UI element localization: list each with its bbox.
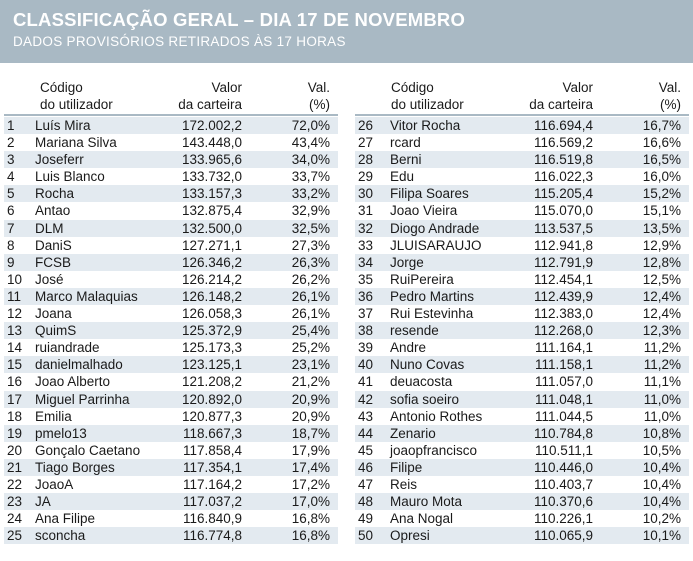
variation-cell: 10,5% <box>642 442 681 458</box>
portfolio-value-cell: 132.500,0 <box>181 220 242 236</box>
portfolio-value-cell: 172.002,2 <box>181 118 242 133</box>
table-row <box>355 237 689 254</box>
variation-cell: 17,9% <box>291 442 330 458</box>
column-header-user-code: Código do utilizador <box>391 80 464 112</box>
portfolio-value-cell: 116.569,2 <box>533 135 593 151</box>
user-code-cell: DLM <box>35 220 64 236</box>
rank-cell: 33 <box>358 237 374 253</box>
portfolio-value-cell: 116.022,3 <box>533 169 593 185</box>
portfolio-value-cell: 111.164,1 <box>534 340 593 356</box>
table-row <box>4 117 338 134</box>
user-code-cell: Pedro Martins <box>390 288 475 304</box>
variation-cell: 32,9% <box>291 203 330 219</box>
table-row <box>355 442 689 459</box>
table-row <box>355 288 689 305</box>
rank-cell: 23 <box>7 494 23 510</box>
rank-cell: 40 <box>358 357 374 373</box>
table-row <box>355 134 689 151</box>
user-code-cell: Vitor Rocha <box>390 118 461 133</box>
table-row <box>4 168 338 185</box>
table-row <box>355 254 689 271</box>
rank-cell: 45 <box>358 442 374 458</box>
rank-cell: 30 <box>358 186 374 202</box>
rank-cell: 48 <box>358 494 374 510</box>
rank-cell: 1 <box>7 118 15 133</box>
variation-cell: 15,2% <box>642 186 681 202</box>
rank-cell: 36 <box>358 288 374 304</box>
portfolio-value-cell: 121.208,2 <box>181 374 242 390</box>
rank-cell: 37 <box>358 306 374 322</box>
variation-cell: 10,4% <box>642 459 681 475</box>
user-code-cell: Filipa Soares <box>390 186 469 202</box>
portfolio-value-cell: 133.965,6 <box>181 152 242 168</box>
user-code-cell: Rui Estevinha <box>390 306 474 322</box>
portfolio-value-cell: 111.158,1 <box>534 357 593 373</box>
table-row <box>4 527 338 544</box>
user-code-cell: JLUISARAUJO <box>390 237 482 253</box>
portfolio-value-cell: 110.784,8 <box>533 425 593 441</box>
portfolio-value-cell: 127.271,1 <box>181 237 242 253</box>
variation-cell: 33,7% <box>291 169 330 185</box>
table-row <box>4 356 338 373</box>
variation-cell: 18,7% <box>291 425 330 441</box>
user-code-cell: Mauro Mota <box>390 494 463 510</box>
table-row <box>355 459 689 476</box>
rank-cell: 34 <box>358 254 374 270</box>
portfolio-value-cell: 112.439,9 <box>533 288 593 304</box>
portfolio-value-cell: 112.268,0 <box>533 323 593 339</box>
table-row <box>4 220 338 237</box>
rank-cell: 8 <box>7 237 15 253</box>
variation-cell: 12,5% <box>642 271 681 287</box>
user-code-cell: Marco Malaquias <box>35 288 138 304</box>
portfolio-value-cell: 110.065,9 <box>533 528 593 544</box>
variation-cell: 12,4% <box>642 288 681 304</box>
variation-cell: 17,4% <box>291 459 330 475</box>
table-header <box>4 76 338 116</box>
rank-cell: 18 <box>7 408 23 424</box>
variation-cell: 12,4% <box>642 306 681 322</box>
portfolio-value-cell: 125.372,9 <box>181 323 242 339</box>
variation-cell: 17,2% <box>291 476 330 492</box>
portfolio-value-cell: 110.511,1 <box>534 442 593 458</box>
portfolio-value-cell: 111.057,0 <box>534 374 593 390</box>
user-code-cell: Zenario <box>390 425 436 441</box>
variation-cell: 43,4% <box>291 135 330 151</box>
header-banner <box>0 0 693 63</box>
variation-cell: 26,1% <box>291 306 330 322</box>
rank-cell: 4 <box>7 169 15 185</box>
user-code-cell: joaopfrancisco <box>390 442 478 458</box>
user-code-cell: Joseferr <box>35 152 84 168</box>
user-code-cell: Edu <box>390 169 415 185</box>
variation-cell: 25,2% <box>291 340 330 356</box>
rank-cell: 27 <box>358 135 374 151</box>
user-code-cell: sofia soeiro <box>390 391 460 407</box>
portfolio-value-cell: 115.205,4 <box>533 186 593 202</box>
user-code-cell: Reis <box>390 476 418 492</box>
rank-cell: 11 <box>7 288 22 304</box>
table-body <box>4 117 338 544</box>
table-row <box>4 185 338 202</box>
portfolio-value-cell: 110.226,1 <box>533 511 593 527</box>
variation-cell: 12,8% <box>642 254 681 270</box>
variation-cell: 16,5% <box>642 152 681 168</box>
table-body <box>355 117 689 544</box>
variation-cell: 11,2% <box>643 357 681 373</box>
table-row <box>4 510 338 527</box>
variation-cell: 13,5% <box>642 220 681 236</box>
rank-cell: 7 <box>7 220 15 236</box>
variation-cell: 21,2% <box>291 374 330 390</box>
portfolio-value-cell: 125.173,3 <box>181 340 242 356</box>
variation-cell: 17,0% <box>291 494 330 510</box>
portfolio-value-cell: 112.454,1 <box>533 271 593 287</box>
variation-cell: 72,0% <box>291 118 330 133</box>
variation-cell: 26,2% <box>291 271 330 287</box>
table-row <box>4 322 338 339</box>
portfolio-value-cell: 116.519,8 <box>533 152 593 168</box>
portfolio-value-cell: 115.070,0 <box>533 203 593 219</box>
user-code-cell: deuacosta <box>390 374 453 390</box>
portfolio-value-cell: 120.877,3 <box>181 408 242 424</box>
portfolio-value-cell: 110.446,0 <box>533 459 593 475</box>
rank-cell: 24 <box>7 511 23 527</box>
page-title: CLASSIFICAÇÃO GERAL – DIA 17 DE NOVEMBRO <box>13 9 466 30</box>
portfolio-value-cell: 126.058,3 <box>181 306 242 322</box>
rank-cell: 38 <box>358 323 374 339</box>
table-row <box>4 305 338 322</box>
variation-cell: 25,4% <box>291 323 330 339</box>
portfolio-value-cell: 111.048,1 <box>534 391 593 407</box>
rank-cell: 16 <box>7 374 23 390</box>
table-row <box>4 254 338 271</box>
variation-cell: 26,1% <box>291 288 330 304</box>
table-row <box>4 442 338 459</box>
portfolio-value-cell: 110.403,7 <box>533 476 593 492</box>
portfolio-value-cell: 126.346,2 <box>181 254 242 270</box>
user-code-cell: pmelo13 <box>35 425 87 441</box>
table-row <box>4 151 338 168</box>
column-header-variation: Val. (%) <box>307 80 330 112</box>
user-code-cell: QuimS <box>35 323 77 339</box>
table-row <box>355 373 689 390</box>
table-row <box>355 527 689 544</box>
variation-cell: 11,1% <box>643 374 681 390</box>
table-row <box>4 339 338 356</box>
user-code-cell: danielmalhado <box>35 357 123 373</box>
table-row <box>4 493 338 510</box>
user-code-cell: FCSB <box>35 254 72 270</box>
column-header-portfolio-value: Valor da carteira <box>529 80 593 112</box>
table-row <box>4 288 338 305</box>
portfolio-value-cell: 117.037,2 <box>182 494 242 510</box>
user-code-cell: Ana Filipe <box>35 511 96 527</box>
variation-cell: 10,2% <box>642 511 681 527</box>
portfolio-value-cell: 118.667,3 <box>182 425 242 441</box>
portfolio-value-cell: 117.164,2 <box>182 476 242 492</box>
variation-cell: 10,4% <box>642 476 681 492</box>
variation-cell: 20,9% <box>291 408 330 424</box>
variation-cell: 16,8% <box>291 511 330 527</box>
table-row <box>355 202 689 219</box>
portfolio-value-cell: 111.044,5 <box>534 408 593 424</box>
table-row <box>355 425 689 442</box>
rank-cell: 50 <box>358 528 374 544</box>
user-code-cell: Rocha <box>35 186 75 202</box>
variation-cell: 12,3% <box>642 323 681 339</box>
portfolio-value-cell: 110.370,6 <box>533 494 593 510</box>
user-code-cell: Luís Mira <box>35 118 91 133</box>
table-row <box>355 151 689 168</box>
user-code-cell: Filipe <box>390 459 423 475</box>
rank-cell: 6 <box>7 203 15 219</box>
rank-cell: 35 <box>358 271 374 287</box>
rank-cell: 13 <box>7 323 23 339</box>
variation-cell: 11,0% <box>643 391 681 407</box>
rank-cell: 26 <box>358 118 374 133</box>
table-row <box>355 391 689 408</box>
user-code-cell: sconcha <box>35 528 86 544</box>
variation-cell: 16,7% <box>642 118 681 133</box>
variation-cell: 10,4% <box>642 494 681 510</box>
user-code-cell: Andre <box>390 340 427 356</box>
table-row <box>4 271 338 288</box>
table-row <box>4 202 338 219</box>
user-code-cell: resende <box>390 323 439 339</box>
variation-cell: 16,6% <box>642 135 681 151</box>
variation-cell: 10,8% <box>642 425 681 441</box>
table-row <box>355 117 689 134</box>
portfolio-value-cell: 116.840,9 <box>182 511 242 527</box>
user-code-cell: Joao Alberto <box>35 374 111 390</box>
portfolio-value-cell: 126.148,2 <box>181 288 242 304</box>
table-row <box>355 476 689 493</box>
user-code-cell: ruiandrade <box>35 340 100 356</box>
variation-cell: 15,1% <box>642 203 681 219</box>
table-row <box>355 493 689 510</box>
rank-cell: 12 <box>7 306 23 322</box>
user-code-cell: Jorge <box>390 254 424 270</box>
user-code-cell: Antonio Rothes <box>390 408 483 424</box>
portfolio-value-cell: 112.383,0 <box>533 306 593 322</box>
table-row <box>4 476 338 493</box>
table-row <box>355 339 689 356</box>
table-row <box>355 271 689 288</box>
portfolio-value-cell: 133.157,3 <box>181 186 242 202</box>
rank-cell: 21 <box>7 459 23 475</box>
user-code-cell: Mariana Silva <box>35 135 117 151</box>
table-row <box>355 408 689 425</box>
user-code-cell: José <box>35 271 64 287</box>
user-code-cell: Emilia <box>35 408 72 424</box>
rank-cell: 10 <box>7 271 23 287</box>
user-code-cell: Berni <box>390 152 422 168</box>
table-row <box>355 356 689 373</box>
table-row <box>4 425 338 442</box>
table-row <box>4 134 338 151</box>
rank-cell: 42 <box>358 391 374 407</box>
user-code-cell: Antao <box>35 203 71 219</box>
variation-cell: 12,9% <box>642 237 681 253</box>
rank-cell: 3 <box>7 152 15 168</box>
rank-cell: 44 <box>358 425 374 441</box>
table-row <box>355 510 689 527</box>
rank-cell: 49 <box>358 511 374 527</box>
portfolio-value-cell: 112.791,9 <box>533 254 593 270</box>
user-code-cell: Nuno Covas <box>390 357 465 373</box>
variation-cell: 27,3% <box>291 237 330 253</box>
variation-cell: 16,8% <box>291 528 330 544</box>
column-header-portfolio-value: Valor da carteira <box>178 80 242 112</box>
user-code-cell: RuiPereira <box>390 271 454 287</box>
user-code-cell: Tiago Borges <box>35 459 115 475</box>
table-row <box>355 185 689 202</box>
variation-cell: 32,5% <box>291 220 330 236</box>
ranking-table-left <box>4 76 338 544</box>
rank-cell: 31 <box>358 203 374 219</box>
portfolio-value-cell: 123.125,1 <box>181 357 242 373</box>
portfolio-value-cell: 112.941,8 <box>533 237 593 253</box>
rank-cell: 2 <box>7 135 15 151</box>
user-code-cell: JA <box>35 494 51 510</box>
table-row <box>4 391 338 408</box>
variation-cell: 34,0% <box>291 152 330 168</box>
rank-cell: 32 <box>358 220 374 236</box>
user-code-cell: Gonçalo Caetano <box>35 442 141 458</box>
table-row <box>4 408 338 425</box>
table-row <box>355 305 689 322</box>
rank-cell: 43 <box>358 408 374 424</box>
rank-cell: 22 <box>7 476 23 492</box>
table-header <box>355 76 689 116</box>
user-code-cell: Opresi <box>390 528 430 544</box>
column-header-variation: Val. (%) <box>658 80 681 112</box>
variation-cell: 16,0% <box>642 169 681 185</box>
user-code-cell: Diogo Andrade <box>390 220 480 236</box>
user-code-cell: Ana Nogal <box>390 511 454 527</box>
user-code-cell: Luis Blanco <box>35 169 105 185</box>
ranking-table-right <box>355 76 689 544</box>
table-row <box>355 168 689 185</box>
portfolio-value-cell: 133.732,0 <box>181 169 242 185</box>
rank-cell: 25 <box>7 528 23 544</box>
variation-cell: 10,1% <box>642 528 681 544</box>
portfolio-value-cell: 126.214,2 <box>181 271 242 287</box>
user-code-cell: rcard <box>390 135 421 151</box>
page-subtitle: DADOS PROVISÓRIOS RETIRADOS ÀS 17 HORAS <box>13 34 346 49</box>
portfolio-value-cell: 116.774,8 <box>182 528 242 544</box>
variation-cell: 26,3% <box>291 254 330 270</box>
portfolio-value-cell: 132.875,4 <box>181 203 242 219</box>
variation-cell: 20,9% <box>291 391 330 407</box>
portfolio-value-cell: 117.354,1 <box>182 459 242 475</box>
user-code-cell: JoaoA <box>35 476 74 492</box>
rank-cell: 29 <box>358 169 374 185</box>
portfolio-value-cell: 113.537,5 <box>533 220 593 236</box>
portfolio-value-cell: 120.892,0 <box>181 391 242 407</box>
portfolio-value-cell: 116.694,4 <box>533 118 593 133</box>
rank-cell: 20 <box>7 442 23 458</box>
table-row <box>4 459 338 476</box>
portfolio-value-cell: 143.448,0 <box>181 135 242 151</box>
column-header-user-code: Código do utilizador <box>40 80 113 112</box>
rank-cell: 47 <box>358 476 374 492</box>
variation-cell: 11,0% <box>643 408 681 424</box>
rank-cell: 9 <box>7 254 15 270</box>
rank-cell: 15 <box>7 357 23 373</box>
table-row <box>4 373 338 390</box>
variation-cell: 33,2% <box>291 186 330 202</box>
rank-cell: 14 <box>7 340 23 356</box>
user-code-cell: Joao Vieira <box>390 203 458 219</box>
variation-cell: 23,1% <box>291 357 330 373</box>
user-code-cell: Joana <box>35 306 72 322</box>
rank-cell: 28 <box>358 152 374 168</box>
user-code-cell: DaniS <box>35 237 72 253</box>
table-row <box>4 237 338 254</box>
user-code-cell: Miguel Parrinha <box>35 391 130 407</box>
rank-cell: 5 <box>7 186 15 202</box>
rank-cell: 19 <box>7 425 23 441</box>
table-row <box>355 322 689 339</box>
rank-cell: 39 <box>358 340 374 356</box>
rank-cell: 41 <box>358 374 374 390</box>
table-row <box>355 220 689 237</box>
rank-cell: 17 <box>7 391 23 407</box>
portfolio-value-cell: 117.858,4 <box>182 442 242 458</box>
variation-cell: 11,2% <box>643 340 681 356</box>
rank-cell: 46 <box>358 459 374 475</box>
